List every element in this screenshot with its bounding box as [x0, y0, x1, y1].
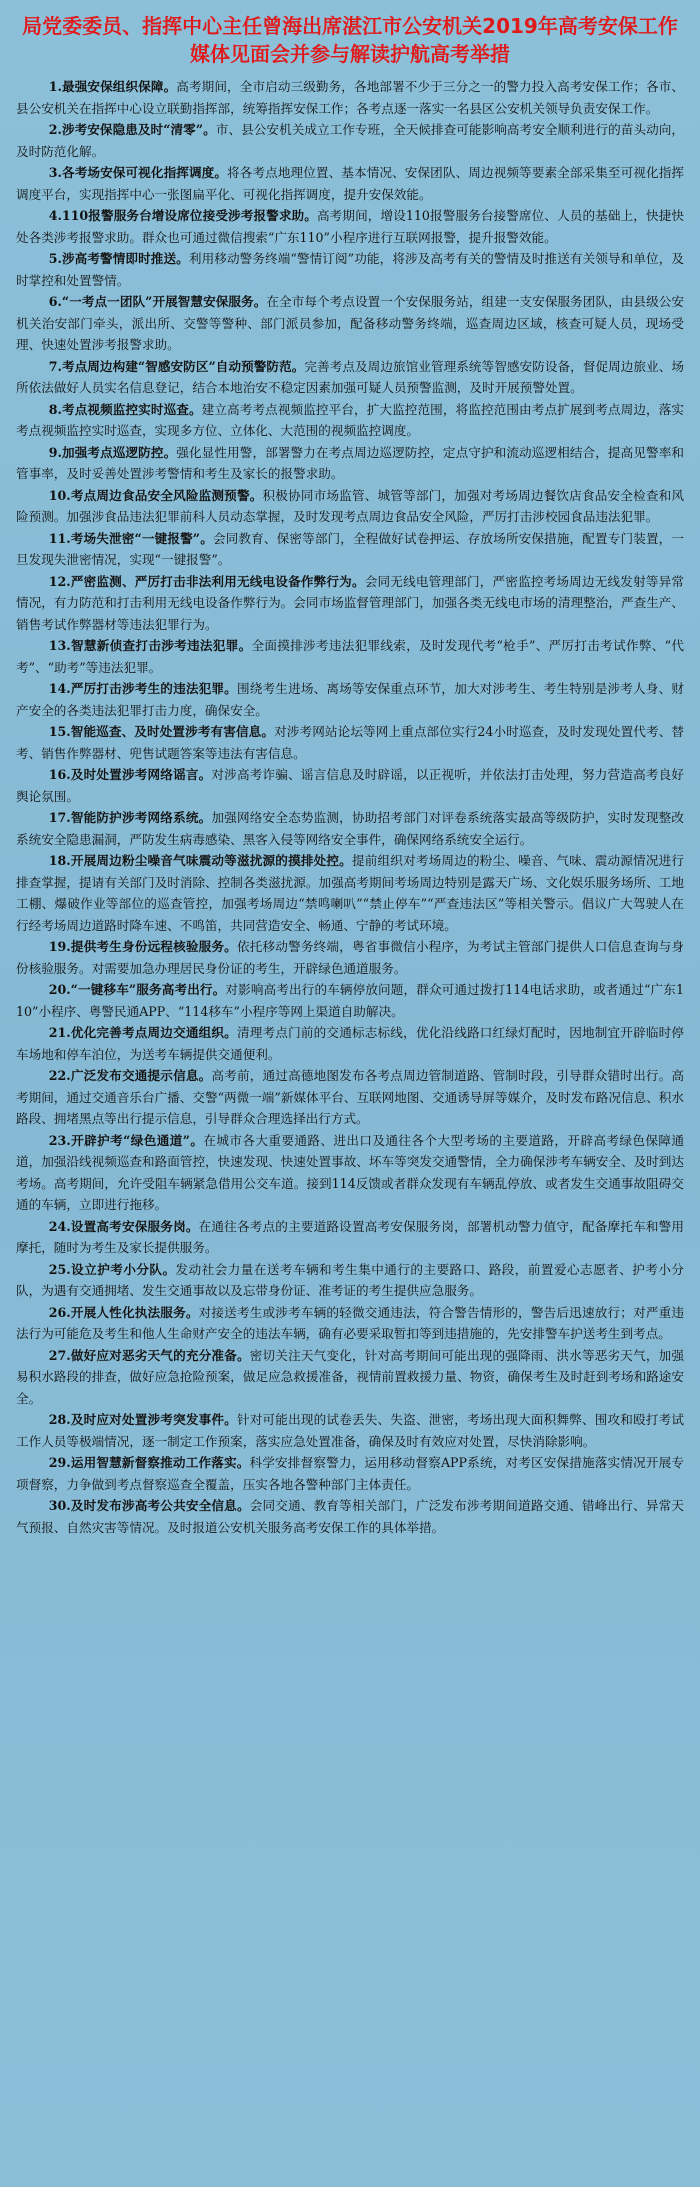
measure-heading: 17.智能防护涉考网络系统。 — [48, 810, 212, 825]
measure-heading: 14.严厉打击涉考生的违法犯罪。 — [48, 681, 237, 696]
measure-heading: 12.严密监测、严厉打击非法利用无线电设备作弊行为。 — [48, 573, 365, 589]
measure-body: 高考期间，全市启动三级勤务，各地部署不少于三分之一的警力投入高考安保工作；各市、县公安机关在指挥中心设立联勤指挥部，统筹指挥安保工作；各考点逐一落实一名县区公安机关领导负责安保工作。 — [16, 79, 684, 116]
measure-heading: 23.开辟护考“绿色通道”。 — [48, 1132, 204, 1148]
measure-heading: 8.考点视频监控实时巡查。 — [48, 401, 202, 417]
measure-heading: 26.开展人性化执法服务。 — [48, 1304, 199, 1320]
measure-body: 加强网络安全态势监测，协助招考部门对评卷系统落实最高等级防护，实时发现整改系统安全隐患漏洞，严防发生病毒感染、黑客入侵等网络安全事件，确保网络系统安全运行。 — [16, 810, 684, 847]
measure-item — [16, 356, 684, 399]
measure-item — [16, 1216, 684, 1259]
measure-item — [16, 1452, 684, 1495]
measure-heading: 19.提供考生身份远程核验服务。 — [48, 939, 237, 954]
measure-item — [16, 571, 684, 636]
measure-body: 利用移动警务终端“警情订阅”功能，将涉及高考有关的警情及时推送有关领导和单位，及时掌控和处置警情。 — [16, 251, 684, 288]
measure-heading: 6.“一考点一团队”开展智慧安保服务。 — [48, 294, 267, 309]
measure-body: 全面摸排涉考违法犯罪线索，及时发现代考“枪手”、严厉打击考试作弊、“代考”、“助考”等违法犯罪。 — [16, 638, 684, 675]
measure-heading: 21.优化完善考点周边交通组织。 — [48, 1025, 237, 1040]
measure-heading: 30.及时发布涉高考公共安全信息。 — [48, 1498, 250, 1513]
measure-item — [16, 850, 684, 936]
measure-body: 在通往各考点的主要道路设置高考安保服务岗，部署机动警力值守，配备摩托车和警用摩托，随时为考生及家长提供服务。 — [16, 1218, 684, 1255]
measure-body: 会同无线电管理部门，严密监控考场周边无线发射等异常情况，有力防范和打击利用无线电设备作弊行为。会同市场监督管理部门，加强各类无线电市场的清理整治，严查生产、销售考试作弊器材等违法犯罪行为。 — [16, 573, 684, 632]
measure-item — [16, 1022, 684, 1065]
measure-body: 将各考点地理位置、基本情况、安保团队、周边视频等要素全部采集至可视化指挥调度平台，实现指挥中心一张图扁平化、可视化指挥调度，提升安保效能。 — [16, 165, 684, 202]
measure-item — [16, 721, 684, 764]
measure-heading: 29.运用智慧新督察推动工作落实。 — [48, 1455, 250, 1470]
measure-item — [16, 1345, 684, 1410]
measure-heading: 18.开展周边粉尘噪音气味震动等滋扰源的摸排处控。 — [48, 853, 352, 868]
measure-item — [16, 807, 684, 850]
measure-heading: 15.智能巡查、及时处置涉考有害信息。 — [48, 724, 275, 739]
measure-body: 对影响高考出行的车辆停放问题，群众可通过拨打114电话求助，或者通过“广东110”小程序、粤警民通APP、“114移车”小程序等网上渠道自助解决。 — [16, 982, 684, 1019]
measure-body: 建立高考考点视频监控平台，扩大监控范围，将监控范围由考点扩展到考点周边，落实考点视频监控实时巡查，实现多方位、立体化、大范围的视频监控调度。 — [16, 401, 684, 438]
measure-item — [16, 1495, 684, 1538]
measure-item — [16, 1065, 684, 1130]
measure-body: 科学安排督察警力，运用移动督察APP系统，对考区安保措施落实情况开展专项督察，力争做到考点督察巡查全覆盖，压实各地各警种部门主体责任。 — [16, 1455, 684, 1492]
measure-item — [16, 485, 684, 528]
measure-item — [16, 1409, 684, 1452]
measure-body: 依托移动警务终端，粤省事微信小程序，为考试主管部门提供人口信息查询与身份核验服务。对需要加急办理居民身份证的考生，开辟绿色通道服务。 — [16, 939, 685, 976]
measure-body: 围绕考生进场、离场等安保重点环节，加大对涉考生、考生特别是涉考人身、财产安全的各类违法犯罪打击力度，确保安全。 — [16, 681, 685, 718]
measure-heading: 28.及时应对处置涉考突发事件。 — [48, 1412, 237, 1427]
measure-heading: 24.设置高考安保服务岗。 — [48, 1218, 199, 1234]
measure-heading: 5.涉高考警情即时推送。 — [48, 251, 189, 266]
measure-item — [16, 635, 684, 678]
measure-heading: 3.各考场安保可视化指挥调度。 — [48, 165, 228, 180]
measure-heading: 10.考点周边食品安全风险监测预警。 — [48, 487, 263, 503]
measure-body: 会同交通、教育等相关部门，广泛发布涉考期间道路交通、错峰出行、异常天气预报、自然灾害等情况。及时报道公安机关服务高考安保工作的具体举措。 — [16, 1498, 684, 1535]
measure-body: 针对可能出现的试卷丢失、失盗、泄密，考场出现大面积舞弊、围攻和殴打考试工作人员等极端情况，逐一制定工作预案，落实应急处置准备，确保及时有效应对处置，尽快消除影响。 — [16, 1412, 685, 1449]
measure-body: 强化显性用警，部署警力在考点周边巡逻防控，定点守护和流动巡逻相结合，提高见警率和管事率，及时妥善处置涉考警情和考生及家长的报警求助。 — [16, 444, 684, 481]
measure-heading: 2.涉考安保隐患及时“清零”。 — [48, 122, 216, 137]
measure-body: 高考期间，增设110报警服务台接警席位、人员的基础上，快捷快处各类涉考报警求助。群众也可通过微信搜索“广东110”小程序进行互联网报警，提升报警效能。 — [16, 208, 684, 245]
measure-item — [16, 678, 684, 721]
measure-heading: 25.设立护考小分队。 — [48, 1261, 176, 1277]
measure-item — [16, 936, 684, 979]
measure-body: 发动社会力量在送考车辆和考生集中通行的主要路口、路段，前置爱心志愿者、护考小分队，为遇有交通拥堵、发生交通事故以及忘带身份证、准考证的考生提供应急服务。 — [16, 1261, 684, 1298]
measure-item — [16, 1259, 684, 1302]
measure-heading: 16.及时处置涉考网络谣言。 — [48, 767, 212, 782]
measures-list — [16, 76, 684, 1538]
measure-item — [16, 162, 684, 205]
measure-body: 会同教育、保密等部门，全程做好试卷押运、存放场所安保措施，配置专门装置，一旦发现失泄密情况，实现“一键报警”。 — [16, 530, 685, 567]
measure-heading: 13.智慧新侦查打击涉考违法犯罪。 — [48, 638, 252, 653]
measure-item — [16, 291, 684, 356]
measure-item — [16, 1302, 684, 1345]
measure-heading: 7.考点周边构建“智感安防区”自动预警防范。 — [48, 358, 305, 374]
measure-item — [16, 399, 684, 442]
page-title: 局党委委员、指挥中心主任曾海出席湛江市公安机关2019年高考安保工作媒体见面会并参与解读护航高考举措 — [22, 14, 678, 66]
measure-heading: 27.做好应对恶劣天气的充分准备。 — [48, 1347, 250, 1363]
measure-body: 在全市每个考点设置一个安保服务站，组建一支安保服务团队，由县级公安机关治安部门牵头，派出所、交警等警种、部门派员参加，配备移动警务终端，巡查周边区域，核查可疑人员，现场受理、快速处置涉考报警求助。 — [16, 294, 684, 352]
measure-item — [16, 979, 684, 1022]
measure-heading: 9.加强考点巡逻防控。 — [48, 444, 177, 460]
measure-heading: 1.最强安保组织保障。 — [48, 79, 177, 94]
measure-body: 对涉考网站论坛等网上重点部位实行24小时巡查，及时发现处置代考、替考、销售作弊器材、兜售试题答案等违法有害信息。 — [16, 724, 684, 761]
measure-item — [16, 248, 684, 291]
measure-item — [16, 76, 684, 119]
measure-item — [16, 119, 684, 162]
measure-item — [16, 1130, 684, 1216]
measure-body: 在城市各大重要通路、进出口及通往各个大型考场的主要道路，开辟高考绿色保障通道，加强沿线视频巡查和路面管控，快速发现、快速处置事故、坏车等突发交通警情，全力确保涉考车辆安全、及时到达考场。高考期间，允许受阻车辆紧急借用公交车道。接到114反馈或者群众发现有车辆乱停放、或者发生交通事故阻碍交通的车辆，立即进行拖移。 — [16, 1132, 684, 1212]
measure-body: 积极协同市场监管、城管等部门，加强对考场周边餐饮店食品安全检查和风险预测。加强涉食品违法犯罪前科人员动态掌握，及时发现考点周边食品安全风险，严厉打击涉校园食品违法犯罪。 — [16, 487, 684, 524]
measure-body: 高考前，通过高德地图发布各考点周边管制道路、管制时段，引导群众错时出行。高考期间，通过交通音乐台广播、交警“两微一端”新媒体平台、互联网地图、交通诱导屏等媒介，及时发布路况信息、积水路段、拥堵黑点等出行提示信息，引导群众合理选择出行方式。 — [16, 1068, 684, 1126]
measure-body: 对涉高考诈骗、谣言信息及时辟谣，以正视听，并依法打击处理，努力营造高考良好舆论氛围。 — [16, 767, 684, 804]
measure-body: 密切关注天气变化，针对高考期间可能出现的强降雨、洪水等恶劣天气，加强易积水路段的排查，做好应急抢险预案，做足应急救援准备，视情前置救援力量、物资，确保考生及时赶到考场和路途安全。 — [16, 1347, 684, 1406]
measure-heading: 20.“一键移车”服务高考出行。 — [48, 982, 226, 997]
measure-body: 清理考点门前的交通标志标线，优化沿线路口红绿灯配时，因地制宜开辟临时停车场地和停车泊位，为送考车辆提供交通便利。 — [16, 1025, 685, 1062]
measure-item — [16, 764, 684, 807]
measure-body: 完善考点及周边旅馆业管理系统等智感安防设备，督促周边旅业、场所依法做好人员实名信息登记，结合本地治安不稳定因素加强可疑人员预警监测，及时开展预警处置。 — [16, 358, 685, 395]
measure-item — [16, 205, 684, 248]
measure-item — [16, 442, 684, 485]
measure-heading: 11.考场失泄密“一键报警”。 — [48, 530, 213, 546]
measure-body: 市、县公安机关成立工作专班，全天候排查可能影响高考安全顺利进行的苗头动向，及时防范化解。 — [16, 122, 685, 159]
measure-body: 提前组织对考场周边的粉尘、噪音、气味、震动源情况进行排查掌握，提请有关部门及时消除、控制各类滋扰源。加强高考期间考场周边特别是露天广场、文化娱乐服务场所、工地工棚、爆破作业等部位的巡查管控，加强考场周边“禁鸣喇叭”“禁止停车”“严查违法区”等相关警示。倡议广大驾驶人在行经考场周边道路时降车速、不鸣笛，共同营造安全、畅通、宁静的考试环境。 — [16, 853, 684, 933]
measure-heading: 22.广泛发布交通提示信息。 — [48, 1068, 212, 1083]
measure-item — [16, 528, 684, 571]
measure-body: 对接送考生或涉考车辆的轻微交通违法，符合警告情形的，警告后迅速放行；对严重违法行为可能危及考生和他人生命财产安全的违法车辆，确有必要采取暂扣等到违措施的，先安排警车护送考生到考点。 — [16, 1304, 684, 1341]
measure-heading: 4.110报警服务台增设席位接受涉考报警求助。 — [48, 208, 317, 223]
